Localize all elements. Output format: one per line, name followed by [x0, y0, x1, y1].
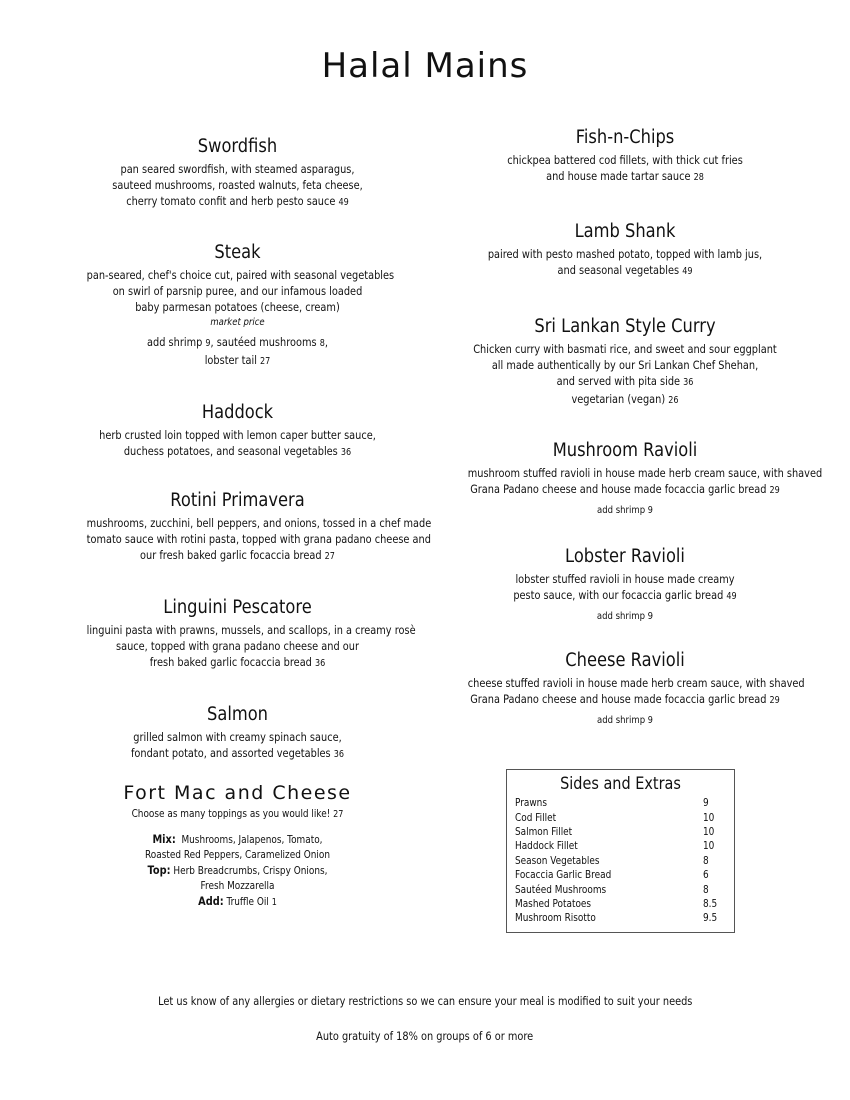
item-description: Chicken curry with basmati rice, and sweet and sour eggplant all made authentically by our Sri Lankan Chef Shehan, and served with pita side 36 vegetarian (vegan) 26: [473, 342, 777, 406]
item-price: 49: [338, 197, 349, 208]
menu-item-mushroom-ravioli: [440, 440, 823, 519]
item-name: Rotini Primavera: [170, 490, 305, 511]
market-price-note: market price: [210, 317, 265, 328]
side-item-row: [515, 882, 720, 896]
side-item-price: 10: [703, 825, 715, 838]
side-item-price: 8.5: [703, 897, 718, 910]
item-addon: add shrimp 9: [597, 715, 653, 726]
side-item-row: [515, 911, 720, 925]
menu-item-fish-n-chips: [440, 127, 810, 186]
side-item-row: [515, 854, 720, 868]
item-addons: add shrimp 9, sautéed mushrooms 8, lobster tail 27: [147, 335, 328, 367]
item-description: grilled salmon with creamy spinach sauce, fondant potato, and assorted vegetables 36: [130, 730, 345, 760]
item-description: linguini pasta with prawns, mussels, and scallops, in a creamy rosè sauce, topped with grana padano cheese and our fresh baked garlic focaccia bread 36: [86, 623, 416, 669]
item-name: Swordfish: [197, 136, 278, 157]
item-name: Linguini Pescatore: [163, 597, 312, 618]
add-label: Add:: [198, 894, 224, 908]
item-description: chickpea battered cod fillets, with thick cut fries and house made tartar sauce 28: [507, 153, 743, 183]
side-item-price: 8: [703, 854, 709, 867]
item-description: mushroom stuffed ravioli in house made herb cream sauce, with shaved Grana Padano cheese and house made focaccia garlic bread 29: [467, 466, 823, 496]
item-price: 36: [340, 447, 352, 458]
item-price: 36: [315, 658, 326, 669]
menu-item-cheese-ravioli: [440, 650, 810, 729]
item-name: Sri Lankan Style Curry: [534, 316, 716, 337]
item-price: 29: [769, 695, 780, 706]
sides-table: [515, 796, 720, 926]
menu-item-fort-mac-and-cheese: [60, 782, 415, 910]
item-price: 27: [333, 809, 344, 820]
side-item-price: 9.5: [703, 912, 718, 925]
sides-and-extras-box: [506, 769, 735, 933]
menu-item-rotini-primavera: [60, 490, 432, 565]
item-description: Choose as many toppings as you would like! 27: [131, 808, 344, 820]
menu-item-salmon: [60, 704, 415, 763]
item-price: 49: [726, 591, 737, 602]
topping-options: Mix: Mushrooms, Jalapenos, Tomato, Roasted Red Peppers, Caramelized Onion Top: Herb Breadcrumbs, Crispy Onions, Fresh Mozzarella Add: Truffle Oil 1: [145, 832, 330, 908]
item-description: lobster stuffed ravioli in house made creamy pesto sauce, with our focaccia garlic bread 49: [513, 572, 737, 602]
item-price: 29: [769, 485, 780, 496]
side-item-row: [515, 810, 720, 824]
item-name: Mushroom Ravioli: [552, 440, 698, 461]
side-item-price: 10: [703, 811, 715, 824]
item-description: pan-seared, chef's choice cut, paired with seasonal vegetables on swirl of parsnip puree, and our infamous loaded baby parmesan potatoes (cheese, cream): [86, 268, 395, 314]
item-price: 28: [693, 172, 704, 183]
item-name: Fish-n-Chips: [575, 127, 675, 148]
allergy-notice: Let us know of any allergies or dietary restrictions so we can ensure your meal is modified to suit your needs: [157, 994, 693, 1008]
item-name: Fort Mac and Cheese: [123, 782, 352, 804]
side-item-row: [515, 796, 720, 810]
side-item-row: [515, 839, 720, 853]
sides-title: Sides and Extras: [560, 774, 681, 794]
page-title: Halal Mains: [321, 46, 529, 86]
menu-item-lobster-ravioli: [440, 546, 810, 625]
side-item-name: Sautéed Mushrooms: [515, 883, 607, 896]
top-label: Top:: [147, 863, 171, 877]
side-item-name: Mashed Potatoes: [515, 897, 592, 910]
item-price: 27: [324, 551, 335, 562]
gratuity-notice: Auto gratuity of 18% on groups of 6 or more: [316, 1029, 534, 1043]
side-item-name: Season Vegetables: [515, 854, 600, 867]
side-item-price: 6: [703, 869, 709, 882]
item-addon: add shrimp 9: [597, 505, 653, 516]
item-price: 49: [682, 266, 693, 277]
item-price: 36: [683, 377, 694, 388]
menu-item-swordfish: [60, 136, 415, 211]
item-description: cheese stuffed ravioli in house made herb cream sauce, with shaved Grana Padano cheese and house made focaccia garlic bread 29: [467, 676, 805, 706]
side-item-row: [515, 868, 720, 882]
mix-label: Mix:: [152, 832, 176, 846]
side-item-price: 9: [703, 797, 709, 810]
menu-item-sri-lankan-curry: [440, 316, 810, 409]
side-item-name: Focaccia Garlic Bread: [515, 869, 612, 882]
side-item-price: 8: [703, 883, 709, 896]
item-description: herb crusted loin topped with lemon caper butter sauce, duchess potatoes, and seasonal vegetables 36: [99, 428, 376, 458]
side-item-price: 10: [703, 840, 715, 853]
item-name: Haddock: [201, 402, 274, 423]
item-description: mushrooms, zucchini, bell peppers, and onions, tossed in a chef made tomato sauce with rotini pasta, topped with grana padano cheese and our fresh baked garlic focaccia bread 27: [86, 516, 432, 562]
item-price-vegan: 26: [668, 395, 679, 406]
item-description: paired with pesto mashed potato, topped with lamb jus, and seasonal vegetables 49: [487, 247, 763, 277]
item-name: Lobster Ravioli: [565, 546, 685, 567]
item-addon: add shrimp 9: [596, 611, 654, 622]
side-item-name: Cod Fillet: [515, 811, 557, 824]
item-price: 36: [333, 749, 345, 760]
menu-item-haddock: [60, 402, 415, 461]
menu-item-steak: [60, 242, 415, 370]
item-name: Salmon: [207, 704, 268, 725]
menu-item-linguini-pescatore: [60, 597, 415, 672]
item-description: pan seared swordfish, with steamed asparagus, sauteed mushrooms, roasted walnuts, feta cheese, cherry tomato confit and herb pesto sauce 49: [112, 162, 363, 208]
side-item-row: [515, 825, 720, 839]
side-item-name: Prawns: [515, 797, 547, 810]
item-name: Cheese Ravioli: [565, 650, 685, 671]
item-name: Lamb Shank: [574, 221, 676, 242]
menu-item-lamb-shank: [440, 221, 810, 280]
side-item-row: [515, 897, 720, 911]
side-item-name: Salmon Fillet: [515, 825, 573, 838]
side-item-name: Haddock Fillet: [515, 840, 578, 853]
item-name: Steak: [214, 242, 261, 263]
side-item-name: Mushroom Risotto: [515, 912, 596, 925]
